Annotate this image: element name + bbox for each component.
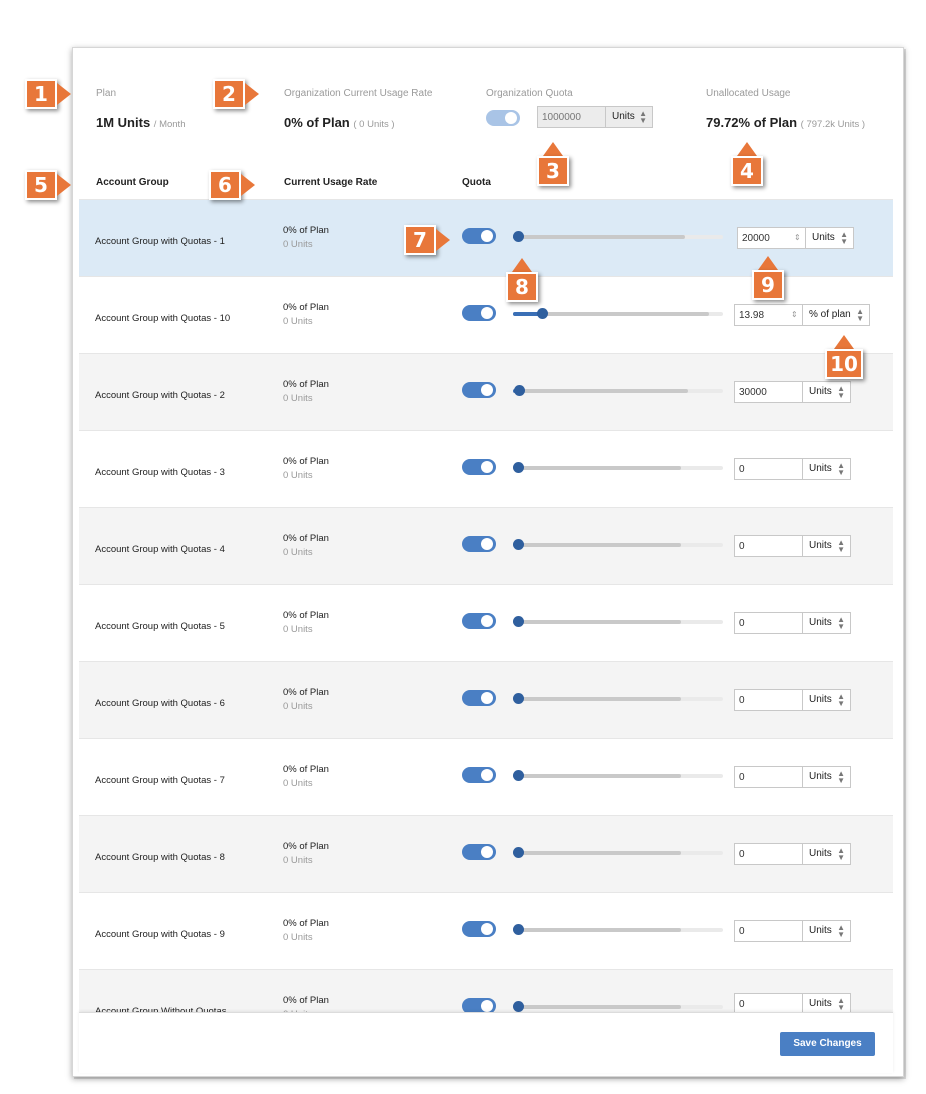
select-arrows-icon: ▲ ▼: [837, 996, 845, 1012]
quota-toggle[interactable]: [462, 228, 496, 244]
plan-label: Plan: [96, 88, 117, 99]
quota-value: 0: [739, 541, 745, 552]
usage-units: 0 Units: [283, 316, 313, 327]
table-row: [79, 584, 893, 661]
quota-field[interactable]: [737, 227, 854, 249]
callout-pointer: [57, 83, 71, 105]
plan-value: [96, 115, 185, 130]
quota-value: 0: [739, 772, 745, 783]
quota-unit-select[interactable]: [802, 690, 850, 710]
column-header-account-group: Account Group: [96, 177, 169, 188]
usage-units: 0 Units: [283, 778, 313, 789]
quota-unit-select[interactable]: [802, 536, 850, 556]
quota-toggle[interactable]: [462, 690, 496, 706]
account-group-name: Account Group with Quotas - 2: [95, 390, 225, 401]
quota-slider[interactable]: [513, 697, 723, 701]
quota-value: 0: [739, 999, 745, 1010]
save-changes-button[interactable]: Save Changes: [780, 1032, 875, 1056]
quota-unit-select[interactable]: [802, 844, 850, 864]
quota-value: 0: [739, 695, 745, 706]
org-quota-field[interactable]: [537, 106, 653, 128]
select-arrows-icon: ▲ ▼: [837, 461, 845, 477]
quota-field[interactable]: [734, 458, 851, 480]
quota-unit: Units: [809, 617, 832, 628]
quota-slider[interactable]: [513, 1005, 723, 1009]
usage-percent: 0% of Plan: [283, 841, 329, 852]
table-row: [79, 892, 893, 969]
select-arrows-icon: ▲ ▼: [639, 109, 647, 125]
usage-units: 0 Units: [283, 547, 313, 558]
spinner-icon[interactable]: ⇕: [794, 233, 801, 242]
column-header-usage: Current Usage Rate: [284, 177, 378, 188]
quota-toggle[interactable]: [462, 382, 496, 398]
callout-pointer: [436, 229, 450, 251]
account-group-name: Account Group with Quotas - 4: [95, 544, 225, 555]
quota-unit: Units: [809, 386, 832, 397]
quota-field[interactable]: [734, 766, 851, 788]
callout-marker: 8: [506, 272, 538, 302]
quota-toggle[interactable]: [462, 459, 496, 475]
usage-units: 0 Units: [283, 855, 313, 866]
select-arrows-icon: ▲ ▼: [837, 384, 845, 400]
quota-unit-select[interactable]: [802, 994, 850, 1014]
quota-toggle[interactable]: [462, 921, 496, 937]
callout-marker: 1: [25, 79, 57, 109]
quota-value: 13.98: [739, 310, 765, 321]
quota-field[interactable]: [734, 920, 851, 942]
quota-toggle[interactable]: [462, 536, 496, 552]
quota-toggle[interactable]: [462, 844, 496, 860]
quota-unit: Units: [809, 463, 832, 474]
quota-slider[interactable]: [513, 928, 723, 932]
quota-toggle[interactable]: [462, 767, 496, 783]
callout-marker: 7: [404, 225, 436, 255]
quota-value: 0: [739, 464, 745, 475]
quota-unit: Units: [809, 848, 832, 859]
quota-unit: Units: [809, 771, 832, 782]
table-row: [79, 738, 893, 815]
account-group-name: Account Group with Quotas - 5: [95, 621, 225, 632]
account-group-name: Account Group with Quotas - 8: [95, 852, 225, 863]
usage-percent: 0% of Plan: [283, 687, 329, 698]
quota-value: 30000: [739, 387, 767, 398]
org-usage-units: ( 0 Units ): [353, 119, 395, 130]
quota-unit-select[interactable]: [802, 459, 850, 479]
unallocated-percent: 79.72% of Plan: [706, 115, 798, 130]
usage-percent: 0% of Plan: [283, 379, 329, 390]
org-quota-unit: Units: [612, 111, 635, 122]
quota-unit-select[interactable]: [802, 767, 850, 787]
quota-slider[interactable]: [513, 466, 723, 470]
quota-field[interactable]: [734, 535, 851, 557]
slider-handle[interactable]: [513, 231, 524, 242]
quota-slider[interactable]: [513, 620, 723, 624]
table-row: [79, 661, 893, 738]
select-arrows-icon: ▲ ▼: [837, 769, 845, 785]
account-group-name: Account Group with Quotas - 6: [95, 698, 225, 709]
quota-unit: Units: [809, 540, 832, 551]
quota-slider[interactable]: [513, 543, 723, 547]
quota-unit: Units: [809, 694, 832, 705]
account-group-name: Account Group with Quotas - 1: [95, 236, 225, 247]
select-arrows-icon: ▲ ▼: [856, 307, 864, 323]
org-quota-label: Organization Quota: [486, 88, 573, 99]
usage-percent: 0% of Plan: [283, 456, 329, 467]
plan-period: / Month: [153, 119, 186, 130]
unallocated-units: ( 797.2k Units ): [800, 119, 866, 130]
callout-marker: 6: [209, 170, 241, 200]
callout-pointer: [241, 174, 255, 196]
callout-marker: 9: [752, 270, 784, 300]
account-group-name: Account Group with Quotas - 7: [95, 775, 225, 786]
select-arrows-icon: ▲ ▼: [837, 923, 845, 939]
quota-slider[interactable]: [513, 312, 723, 316]
usage-percent: 0% of Plan: [283, 610, 329, 621]
usage-percent: 0% of Plan: [283, 764, 329, 775]
callout-pointer: [737, 142, 757, 156]
quota-value: 0: [739, 849, 745, 860]
usage-units: 0 Units: [283, 932, 313, 943]
quota-unit: % of plan: [809, 309, 851, 320]
quota-field[interactable]: [734, 689, 851, 711]
quota-field[interactable]: [734, 612, 851, 634]
quota-unit-select[interactable]: [802, 382, 850, 402]
quota-slider[interactable]: [513, 851, 723, 855]
org-quota-toggle[interactable]: [486, 110, 520, 126]
usage-percent: 0% of Plan: [283, 302, 329, 313]
usage-percent: 0% of Plan: [283, 533, 329, 544]
org-quota-unit-select[interactable]: [605, 107, 652, 127]
slider-handle[interactable]: [513, 847, 524, 858]
org-quota-value: 1000000: [542, 112, 581, 123]
quota-field[interactable]: [734, 304, 870, 326]
quota-toggle[interactable]: [462, 613, 496, 629]
usage-units: 0 Units: [283, 470, 313, 481]
quota-slider[interactable]: [513, 774, 723, 778]
quota-unit: Units: [809, 998, 832, 1009]
usage-units: 0 Units: [283, 239, 313, 250]
select-arrows-icon: ▲ ▼: [837, 615, 845, 631]
slider-handle[interactable]: [513, 693, 524, 704]
unallocated-value: [706, 115, 865, 130]
callout-pointer: [512, 258, 532, 272]
callout-pointer: [834, 335, 854, 349]
plan-amount: 1M Units: [96, 115, 151, 130]
account-group-name: Account Group with Quotas - 10: [95, 313, 231, 324]
usage-percent: 0% of Plan: [283, 225, 329, 236]
callout-marker: 3: [537, 156, 569, 186]
callout-marker: 5: [25, 170, 57, 200]
usage-units: 0 Units: [283, 393, 313, 404]
quota-unit-select[interactable]: [802, 921, 850, 941]
form-footer: [79, 1012, 893, 1073]
org-usage-value: [284, 115, 395, 130]
quota-field[interactable]: [734, 843, 851, 865]
quota-unit: Units: [809, 925, 832, 936]
select-arrows-icon: ▲ ▼: [837, 538, 845, 554]
quota-value: 0: [739, 618, 745, 629]
callout-marker: 2: [213, 79, 245, 109]
org-usage-percent: 0% of Plan: [284, 115, 350, 130]
slider-handle[interactable]: [513, 1001, 524, 1012]
table-row: [79, 815, 893, 892]
quota-unit: Units: [812, 232, 835, 243]
quota-unit-select[interactable]: [805, 228, 853, 248]
unallocated-label: Unallocated Usage: [706, 88, 791, 99]
quota-slider[interactable]: [513, 235, 723, 239]
slider-handle[interactable]: [513, 539, 524, 550]
usage-units: 0 Units: [283, 624, 313, 635]
quota-unit-select[interactable]: [802, 305, 869, 325]
callout-pointer: [758, 256, 778, 270]
callout-pointer: [57, 174, 71, 196]
callout-pointer: [245, 83, 259, 105]
select-arrows-icon: ▲ ▼: [840, 230, 848, 246]
slider-handle[interactable]: [513, 924, 524, 935]
quota-field[interactable]: [734, 381, 851, 403]
slider-handle[interactable]: [513, 770, 524, 781]
slider-handle[interactable]: [537, 308, 548, 319]
slider-handle[interactable]: [513, 616, 524, 627]
usage-units: 0 Units: [283, 701, 313, 712]
usage-percent: 0% of Plan: [283, 995, 329, 1006]
spinner-icon[interactable]: ⇕: [791, 310, 798, 319]
quota-unit-select[interactable]: [802, 613, 850, 633]
quota-toggle[interactable]: [462, 305, 496, 321]
account-group-name: Account Group with Quotas - 9: [95, 929, 225, 940]
slider-handle[interactable]: [514, 385, 525, 396]
select-arrows-icon: ▲ ▼: [837, 846, 845, 862]
table-row: [79, 507, 893, 584]
account-group-name: Account Group with Quotas - 3: [95, 467, 225, 478]
org-usage-label: Organization Current Usage Rate: [284, 88, 433, 99]
quota-value: 20000: [742, 233, 770, 244]
column-header-quota: Quota: [462, 177, 491, 188]
select-arrows-icon: ▲ ▼: [837, 692, 845, 708]
callout-marker: 4: [731, 156, 763, 186]
usage-percent: 0% of Plan: [283, 918, 329, 929]
table-row: [79, 353, 893, 430]
callout-pointer: [543, 142, 563, 156]
callout-marker: 10: [825, 349, 863, 379]
quota-slider[interactable]: [513, 389, 723, 393]
slider-handle[interactable]: [513, 462, 524, 473]
quota-value: 0: [739, 926, 745, 937]
table-row: [79, 430, 893, 507]
